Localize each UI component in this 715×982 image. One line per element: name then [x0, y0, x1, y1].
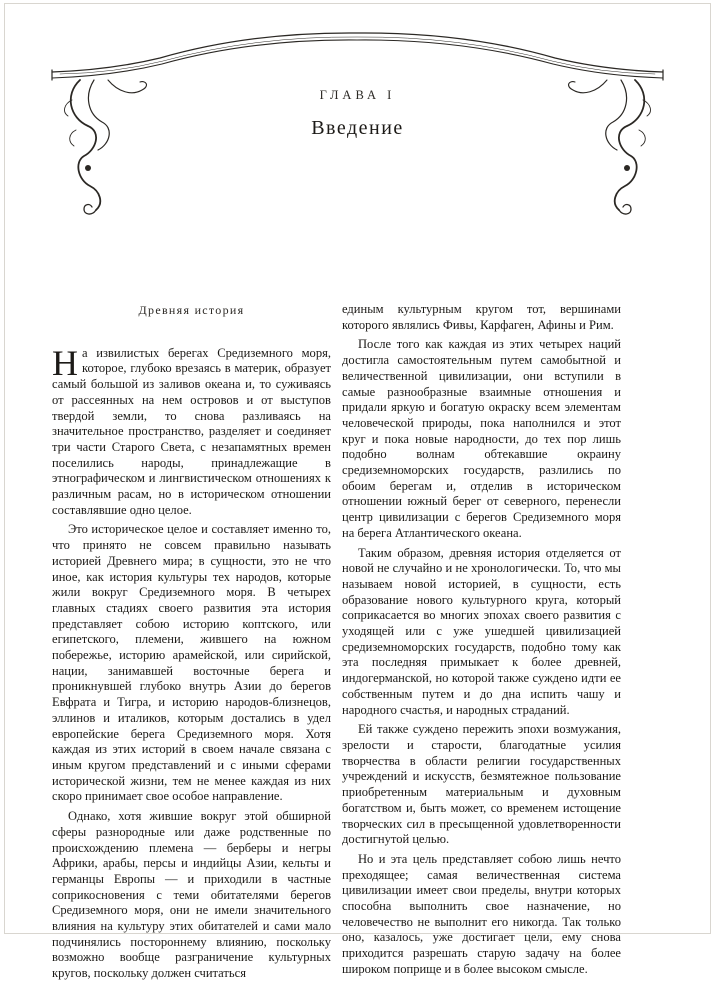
paragraph: Таким образом, древняя история отделяется от новой не случайно и не хронологически. То, что мы называем новой историей, в сущности, есть образование нового культурного круга, который соприкасается во многих эпохах своего развития с уходящей или с уже ушедшей цивилизацией средиземноморских государств, подобно тому как эта последняя примыкает к более древней, индогерманской, но которой также суждено идти ее собственным путем и до дна испить чашу и народного счастья, и народных страданий. [342, 545, 621, 717]
text-column-left [52, 300, 331, 982]
drop-cap: Н [52, 342, 78, 383]
text-column-right [342, 302, 621, 978]
paragraph: Однако, хотя жившие вокруг этой обширной сферы разнородные или даже родственные по происхождению племена — берберы и негры Африки, арабы, персы и индийцы Азии, кельты и германцы Европы — и приходили в частные соприкосновения с теми обитателями берегов Средиземного моря, они не имели значительного влияния на культуру этих обитателей и сами мало подчинялись постороннему влиянию, поскольку возможно вообще разграничение культурных кругов, поскольку должен считаться [52, 809, 331, 981]
chapter-number: ГЛАВА I [319, 88, 396, 102]
paragraph-text: а извилистых берегах Средиземного моря, которое, глубоко врезаясь в материк, образует самый большой из заливов океана и, то суживаясь от рассеянных на нем островов и от выступов твердой земли, то снова разливаясь на значительное пространство, разделяет и соединяет три части Старого Света, с незапамятных времен поселились народы, принадлежащие в этнографическом и лингвистическом отношениях к различным расам, но в историческом отношении составлявшие одно целое. [52, 345, 331, 517]
section-heading: Древняя история [138, 303, 245, 317]
paragraph: Ей также суждено пережить эпохи возмужания, зрелости и старости, благодатные усилия творчества в области религии государственных учреждений и искусств, безмятежное пользование приобретенным материальным и духовным богатством и, быть может, со временем истощение творческих сил в пресыщенной удовлетворенности достигнутой целью. [342, 722, 621, 847]
paragraph: После того как каждая из этих четырех наций достигла самостоятельным путем самобытной и величественной цивилизации, они вступили в самые разнообразные взаимные отношения и придали яркую и богатую окраску всем элементам человеческой природы, пока наполнился и этот круг и пока новые народности, до тех пор лишь подобно волнам обтекавшие окраину средиземноморских государств, разлились по обоим берегам и, отделив в историческом отношении южный берег от северного, перенесли центр цивилизации с берегов Средиземного моря на берега Атлантического океана. [342, 337, 621, 540]
paragraph: Но и эта цель представляет собою лишь нечто преходящее; самая величественная система цивилизации имеет свои пределы, внутри которых способна выполнить свое назначение, но человечество не выполнит его никогда. Так только оно, казалось, уже достигает цели, ему снова приходится разрешать старую задачу на более широком поприще и в более высоком смысле. [342, 851, 621, 976]
chapter-header-ornament [0, 0, 715, 230]
paragraph: Это историческое целое и составляет именно то, что принято не совсем правильно называть историей Древнего мира; в сущности, это не что иное, как история культуры тех народов, которые жили вокруг Средиземного моря. В четырех главных стадиях своего развития эта история представляет собою историю коптского, или египетского, племени, жившего на южном побережье, историю арамейской, или сирийской, нации, занимавшей восточные берега и проникнувшей глубоко внутрь Азии до берегов Евфрата и Тигра, и историю народов-близнецов, эллинов и италиков, которым достались в удел европейские берега Средиземного моря. Хотя каждая из этих историй в своем начале связана с иным кругом представлений и с иными сферами исторической жизни, тем не менее каждая из них скоро принимает свое особое направление. [52, 522, 331, 804]
paragraph [52, 342, 331, 519]
chapter-title: Введение [311, 117, 404, 139]
paragraph-continued: единым культурным кругом тот, вершинами которого являлись Фивы, Карфаген, Афины и Рим. [342, 302, 621, 332]
